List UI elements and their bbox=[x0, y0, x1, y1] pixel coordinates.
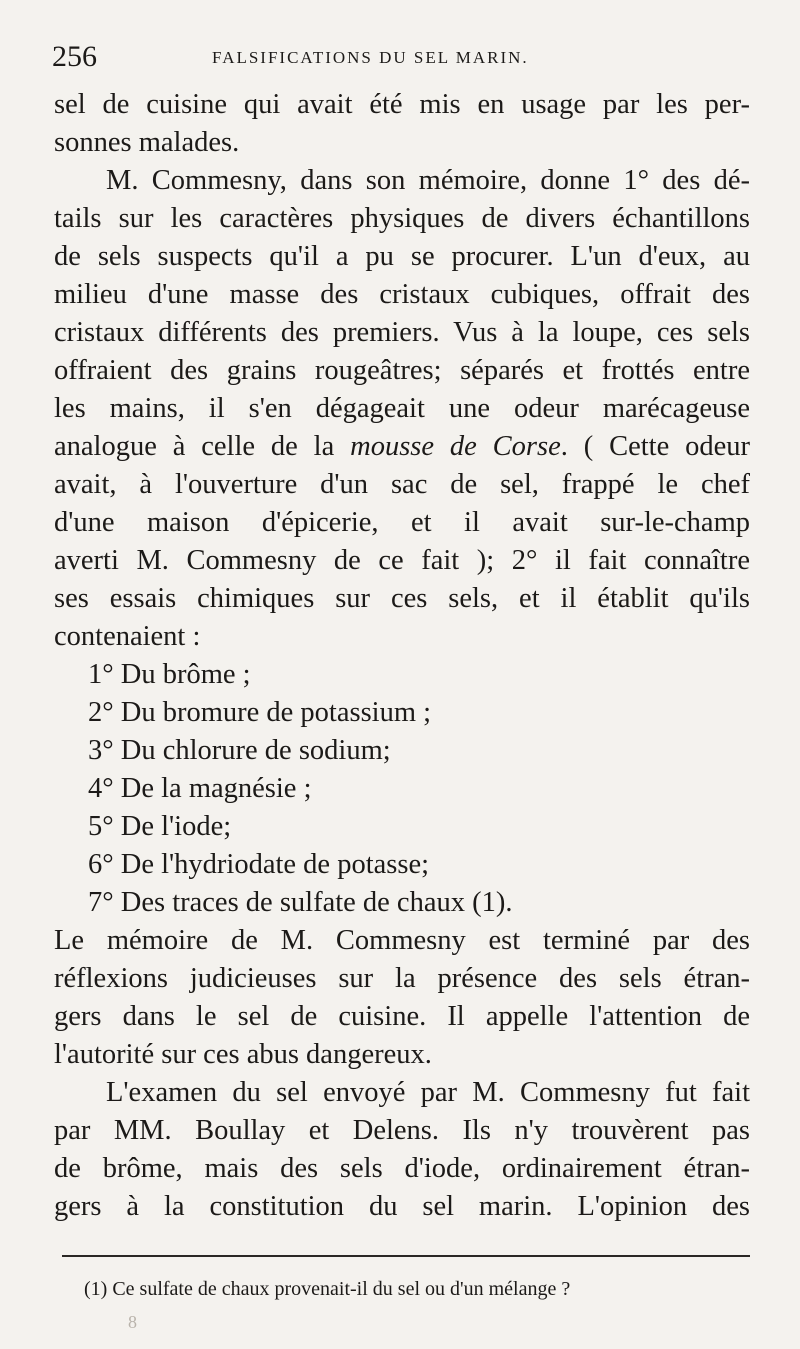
text-line: réflexions judicieuses sur la présence des sels étran- bbox=[54, 963, 750, 994]
running-head: FALSIFICATIONS DU SEL MARIN. bbox=[212, 48, 529, 67]
text-line: averti M. Commesny de ce fait ); 2° il fait connaître bbox=[54, 545, 750, 576]
list-item: 3° Du chlorure de sodium; bbox=[88, 735, 391, 766]
text-line: milieu d'une masse des cristaux cubiques, offrait des bbox=[54, 279, 750, 310]
list-item: 1° Du brôme ; bbox=[88, 659, 251, 690]
text-line: sel de cuisine qui avait été mis en usage par les per- bbox=[54, 89, 750, 120]
footnote: (1) Ce sulfate de chaux provenait-il du sel ou d'un mélange ? bbox=[84, 1278, 571, 1300]
text-segment: . ( Cette odeur bbox=[560, 431, 750, 462]
text-line: contenaient : bbox=[54, 621, 201, 652]
text-line: tails sur les caractères physiques de divers échantillons bbox=[54, 203, 750, 234]
page-header bbox=[52, 40, 748, 80]
text-line: gers à la constitution du sel marin. L'opinion des bbox=[54, 1191, 750, 1222]
text-line: cristaux différents des premiers. Vus à la loupe, ces sels bbox=[54, 317, 750, 348]
text-line: les mains, il s'en dégageait une odeur marécageuse bbox=[54, 393, 750, 424]
text-line: M. Commesny, dans son mémoire, donne 1° des dé- bbox=[106, 165, 750, 196]
body-text bbox=[54, 86, 750, 1226]
text-line: l'autorité sur ces abus dangereux. bbox=[54, 1039, 432, 1070]
text-segment: analogue à celle de la bbox=[54, 431, 351, 462]
text-line: ses essais chimiques sur ces sels, et il établit qu'ils bbox=[54, 583, 750, 614]
list-item: 2° Du bromure de potassium ; bbox=[88, 697, 432, 728]
text-line bbox=[54, 428, 750, 466]
text-line: de brôme, mais des sels d'iode, ordinairement étran- bbox=[54, 1153, 750, 1184]
list-item: 4° De la magnésie ; bbox=[88, 773, 312, 804]
list-item: 5° De l'iode; bbox=[88, 811, 232, 842]
list-item: 6° De l'hydriodate de potasse; bbox=[88, 849, 430, 880]
text-line: Le mémoire de M. Commesny est terminé par des bbox=[54, 925, 750, 956]
page-number: 256 bbox=[52, 40, 97, 73]
text-line: de sels suspects qu'il a pu se procurer. L'un d'eux, au bbox=[54, 241, 750, 272]
text-line: gers dans le sel de cuisine. Il appelle l'attention de bbox=[54, 1001, 750, 1032]
signature-mark: 8 bbox=[128, 1312, 137, 1332]
footnote-rule bbox=[62, 1255, 750, 1257]
text-line: L'examen du sel envoyé par M. Commesny fut fait bbox=[106, 1077, 750, 1108]
text-line: sonnes malades. bbox=[54, 127, 240, 158]
list-item: 7° Des traces de sulfate de chaux (1). bbox=[88, 887, 513, 918]
text-line: d'une maison d'épicerie, et il avait sur-le-champ bbox=[54, 507, 750, 538]
text-line: par MM. Boullay et Delens. Ils n'y trouvèrent pas bbox=[54, 1115, 750, 1146]
text-line: avait, à l'ouverture d'un sac de sel, frappé le chef bbox=[54, 469, 750, 500]
italic-title: mousse de Corse bbox=[350, 431, 561, 462]
text-line: offraient des grains rougeâtres; séparés et frottés entre bbox=[54, 355, 750, 386]
